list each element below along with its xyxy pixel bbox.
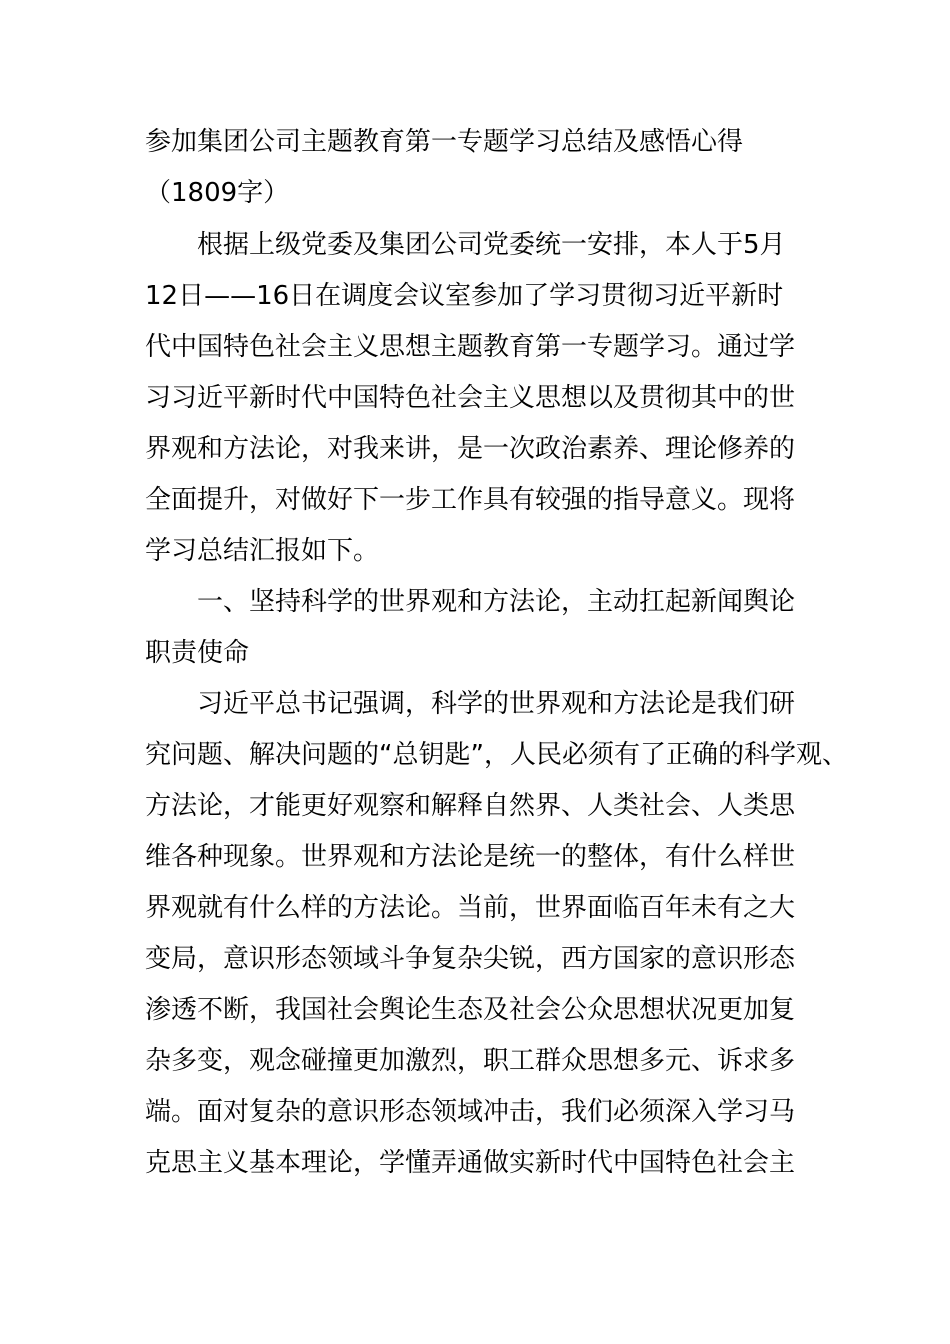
section-heading: 一、坚持科学的世界观和方法论，主动扛起新闻舆论 <box>197 587 796 617</box>
paragraph-line: 界观和方法论，对我来讲，是一次政治素养、理论修养的 <box>145 434 796 464</box>
paragraph-line: 根据上级党委及集团公司党委统一安排，本人于5月 <box>197 230 786 260</box>
paragraph-line: 端。面对复杂的意识形态领域冲击，我们必须深入学习马 <box>145 1097 796 1127</box>
paragraph-line: 代中国特色社会主义思想主题教育第一专题学习。通过学 <box>145 332 796 362</box>
paragraph-line: 界观就有什么样的方法论。当前，世界面临百年未有之大 <box>145 893 796 923</box>
document-title: 参加集团公司主题教育第一专题学习总结及感悟心得 <box>145 127 744 157</box>
paragraph-line: 杂多变，观念碰撞更加激烈，职工群众思想多元、诉求多 <box>145 1046 796 1076</box>
paragraph-line: 变局，意识形态领域斗争复杂尖锐，西方国家的意识形态 <box>145 944 796 974</box>
paragraph-line: 学习总结汇报如下。 <box>145 536 380 566</box>
paragraph-line: 全面提升，对做好下一步工作具有较强的指导意义。现将 <box>145 485 796 515</box>
paragraph-line: 究问题、解决问题的“总钥匙”，人民必须有了正确的科学观、 <box>145 740 848 770</box>
paragraph-line: 方法论，才能更好观察和解释自然界、人类社会、人类思 <box>145 791 796 821</box>
paragraph-line: 习近平总书记强调，科学的世界观和方法论是我们研 <box>197 689 796 719</box>
section-heading: 职责使命 <box>145 638 250 668</box>
paragraph-line: 渗透不断，我国社会舆论生态及社会公众思想状况更加复 <box>145 995 796 1025</box>
document-title-wordcount: （1809字） <box>145 178 290 208</box>
paragraph-line: 12日——16日在调度会议室参加了学习贯彻习近平新时 <box>145 281 784 311</box>
paragraph-line: 习习近平新时代中国特色社会主义思想以及贯彻其中的世 <box>145 383 796 413</box>
paragraph-line: 克思主义基本理论，学懂弄通做实新时代中国特色社会主 <box>145 1148 796 1178</box>
paragraph-line: 维各种现象。世界观和方法论是统一的整体，有什么样世 <box>145 842 796 872</box>
